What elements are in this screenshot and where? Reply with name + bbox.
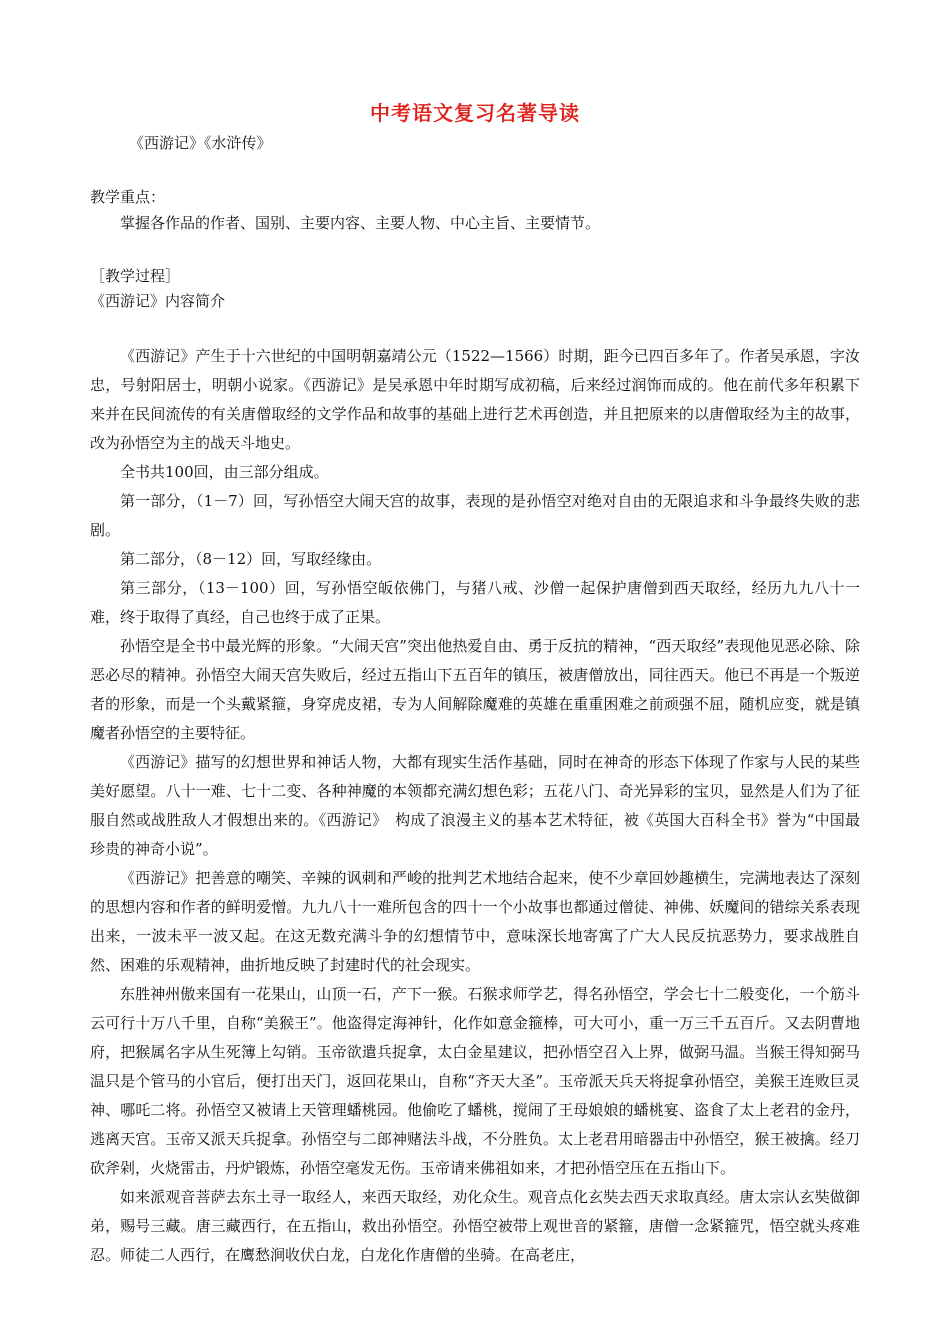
paragraph-part-three: 第三部分，（13－100）回，写孙悟空皈依佛门，与猪八戒、沙僧一起保护唐僧到西天取经，经历九九八十一难，终于取得了真经，自己也终于成了正果。 <box>90 579 860 626</box>
body-text <box>90 342 860 1270</box>
paragraph-story-one: 东胜神州傲来国有一花果山，山顶一石，产下一猴。石猴求师学艺，得名孙悟空，学会七十二般变化，一个筋斗云可行十万八千里，自称“美猴王”。他盗得定海神针，化作如意金箍棒，可大可小，重一万三千五百斤。又去阴曹地府，把猴属名字从生死簿上勾销。玉帝欲遣兵捉拿，太白金星建议，把孙悟空召入上界，做弼马温。当猴王得知弼马温只是个管马的小官后，便打出天门，返回花果山，自称“齐天大圣”。玉帝派天兵天将捉拿孙悟空，美猴王连败巨灵神、哪吒二将。孙悟空又被请上天管理蟠桃园。他偷吃了蟠桃，搅闹了王母娘娘的蟠桃宴、盗食了太上老君的金丹，逃离天宫。玉帝又派天兵捉拿。孙悟空与二郎神赌法斗战，不分胜负。太上老君用暗器击中孙悟空，猴王被擒。经刀砍斧剁，火烧雷击，丹炉锻炼，孙悟空毫发无伤。玉帝请来佛祖如来，才把孙悟空压在五指山下。 <box>90 985 860 1177</box>
paragraph-fantasy: 《西游记》描写的幻想世界和神话人物，大都有现实生活作基础，同时在神奇的形态下体现了作家与人民的某些美好愿望。八十一难、七十二变、各种神魔的本领都充满幻想色彩；五花八门、奇光异彩的宝贝，显然是人们为了征服自然或战胜敌人才假想出来的。《西游记》 构成了浪漫主义的基本艺术特征，被《英国大百科全书》誉为“中国最珍贵的神奇小说”。 <box>90 753 860 858</box>
paragraph-story-two: 如来派观音菩萨去东土寻一取经人，来西天取经，劝化众生。观音点化玄奘去西天求取真经。唐太宗认玄奘做御弟，赐号三藏。唐三藏西行，在五指山，救出孙悟空。孙悟空被带上观世音的紧箍，唐僧一念紧箍咒，悟空就头疼难忍。师徒二人西行，在鹰愁涧收伏白龙，白龙化作唐僧的坐骑。在高老庄， <box>90 1188 860 1264</box>
paragraph-satire: 《西游记》把善意的嘲笑、辛辣的讽刺和严峻的批判艺术地结合起来，使不少章回妙趣横生，完满地表达了深刻的思想内容和作者的鲜明爱憎。九九八十一难所包含的四十一个小故事也都通过僧徒、神佛、妖魔间的错综关系表现出来，一波未平一波又起。在这无数充满斗争的幻想情节中，意味深长地寄寓了广大人民反抗恶势力，要求战胜自然、困难的乐观精神，曲折地反映了封建时代的社会现实。 <box>90 869 860 974</box>
paragraph-part-one: 第一部分，（1－7）回，写孙悟空大闹天宫的故事，表现的是孙悟空对绝对自由的无限追求和斗争最终失败的悲剧。 <box>90 492 860 539</box>
subtitle: 《西游记》《水浒传》 <box>129 134 272 152</box>
focus-heading: 教学重点： <box>90 188 166 206</box>
paragraph-sun-wukong: 孙悟空是全书中最光辉的形象。“大闹天宫”突出他热爱自由、勇于反抗的精神，“西天取经”表现他见恶必除、除恶必尽的精神。孙悟空大闹天宫失败后，经过五指山下五百年的镇压，被唐僧放出，同往西天。他已不再是一个叛逆者的形象，而是一个头戴紧箍，身穿虎皮裙，专为人间解除魔难的英雄在重重困难之前顽强不屈，随机应变，就是镇魔者孙悟空的主要特征。 <box>90 637 860 742</box>
process-heading: ［教学过程］ <box>90 267 181 285</box>
paragraph-part-two: 第二部分，（8－12）回，写取经缘由。 <box>120 550 382 568</box>
paragraph-intro: 《西游记》产生于十六世纪的中国明朝嘉靖公元（1522—1566）时期，距今已四百多年了。作者吴承恩，字汝忠，号射阳居士，明朝小说家。《西游记》是吴承恩中年时期写成初稿，后来经过润饰而成的。他在前代多年积累下来并在民间流传的有关唐僧取经的文学作品和故事的基础上进行艺术再创造，并且把原来的以唐僧取经为主的故事，改为孙悟空为主的战天斗地史。 <box>90 347 860 452</box>
document-title: 中考语文复习名著导读 <box>370 101 580 125</box>
paragraph-chapters: 全书共100回，由三部分组成。 <box>120 463 329 481</box>
section-heading: 《西游记》内容简介 <box>90 292 226 310</box>
focus-text: 掌握各作品的作者、国别、主要内容、主要人物、中心主旨、主要情节。 <box>120 214 601 232</box>
